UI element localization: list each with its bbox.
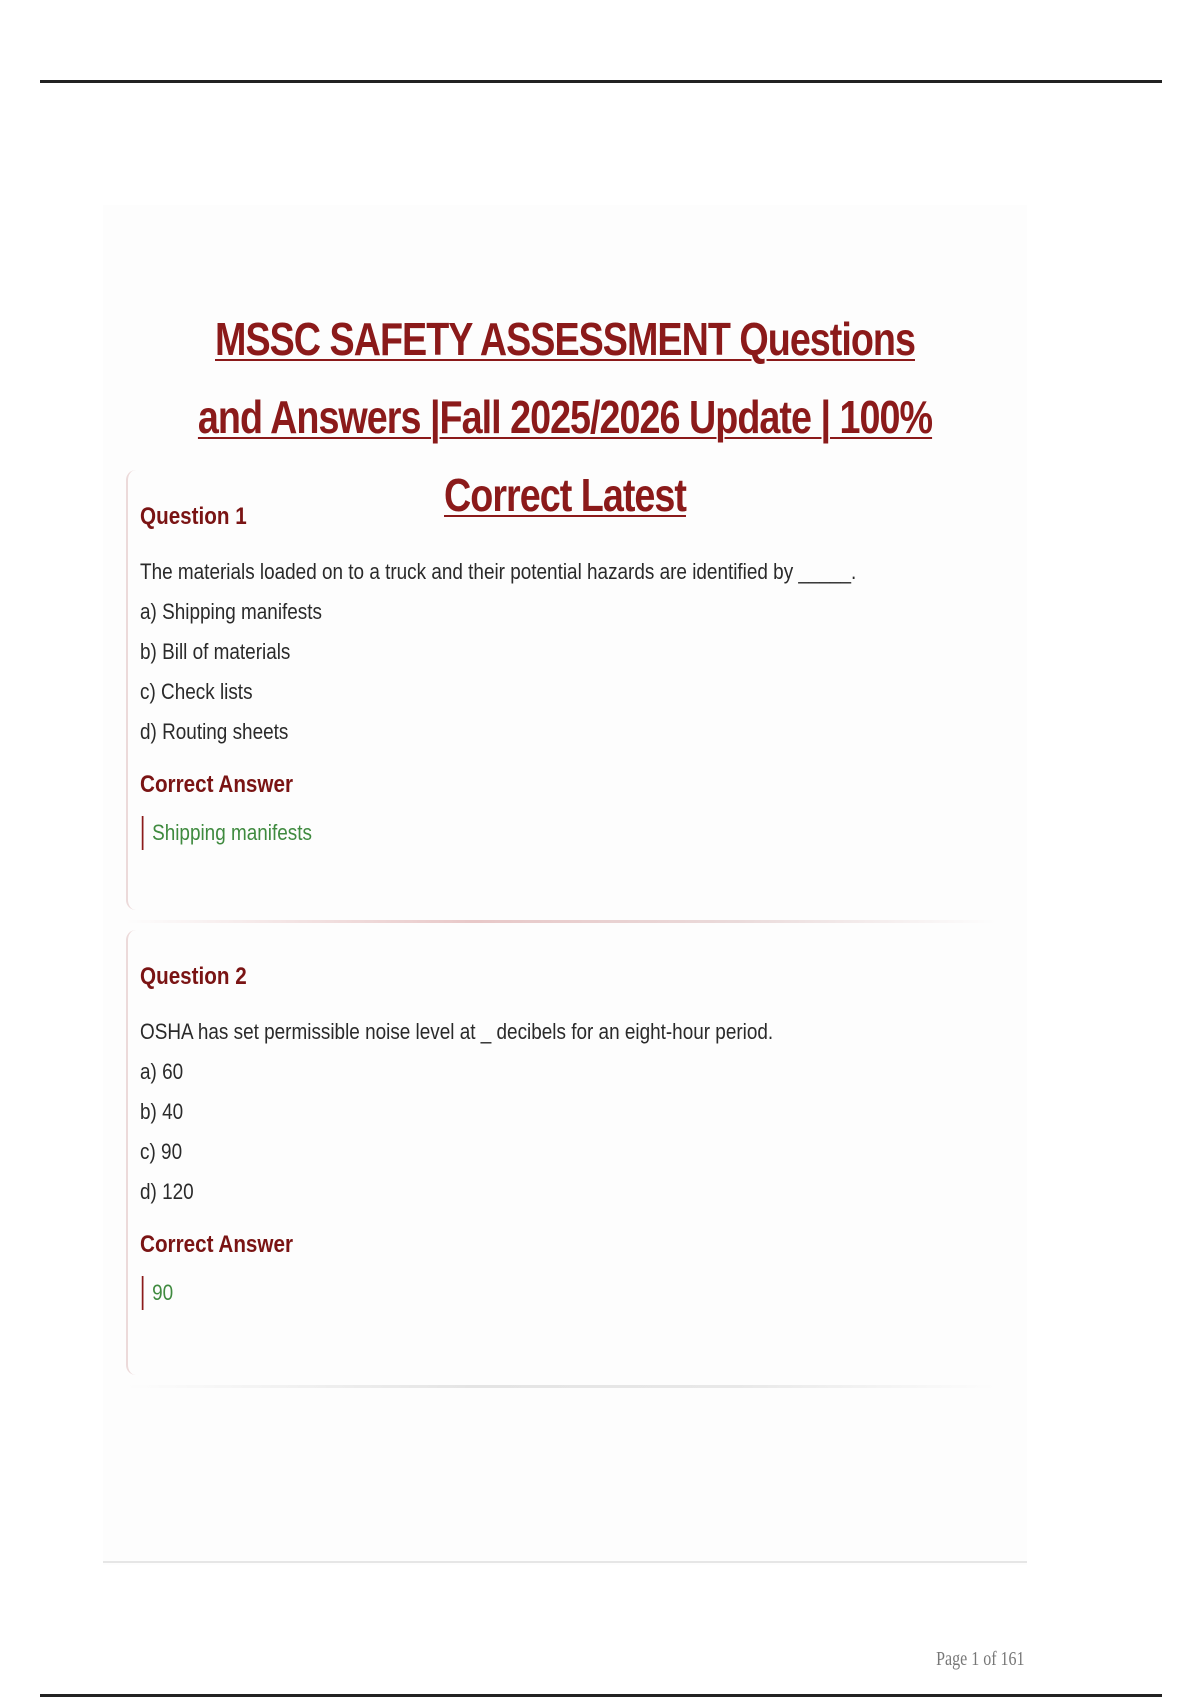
- answer-option-c: c) 90: [140, 1139, 183, 1164]
- correct-answer-value: Shipping manifests: [142, 816, 1000, 850]
- question-divider: [126, 920, 996, 923]
- answer-option-a: a) 60: [140, 1059, 184, 1084]
- question-heading: Question 1: [140, 503, 247, 530]
- correct-answer-heading: Correct Answer: [140, 771, 293, 798]
- answer-option-d: d) 120: [140, 1179, 194, 1204]
- question-heading: Question 2: [140, 963, 247, 990]
- footer-rule: [103, 1561, 1027, 1563]
- answer-option-b: b) Bill of materials: [140, 639, 291, 664]
- page-number: Page 1 of 161: [936, 1648, 1025, 1670]
- top-border-rule: [40, 80, 1162, 83]
- question-card-2: [126, 930, 998, 1375]
- answer-option-a: a) Shipping manifests: [140, 599, 322, 624]
- correct-answer-heading: Correct Answer: [140, 1231, 293, 1258]
- answer-option-c: c) Check lists: [140, 679, 253, 704]
- answer-option-d: d) Routing sheets: [140, 719, 289, 744]
- correct-answer-value: 90: [142, 1276, 1000, 1310]
- question-divider: [126, 1385, 996, 1388]
- question-card-1: [126, 470, 998, 910]
- question-text: The materials loaded on to a truck and their potential hazards are identified by _____.: [140, 559, 857, 584]
- document-title: MSSC SAFETY ASSESSMENT Questions and Answers |Fall 2025/2026 Update | 100% Correct Latest: [197, 313, 933, 521]
- bottom-border-rule: [40, 1694, 1162, 1697]
- question-text: OSHA has set permissible noise level at _ decibels for an eight-hour period.: [140, 1019, 774, 1044]
- answer-option-b: b) 40: [140, 1099, 184, 1124]
